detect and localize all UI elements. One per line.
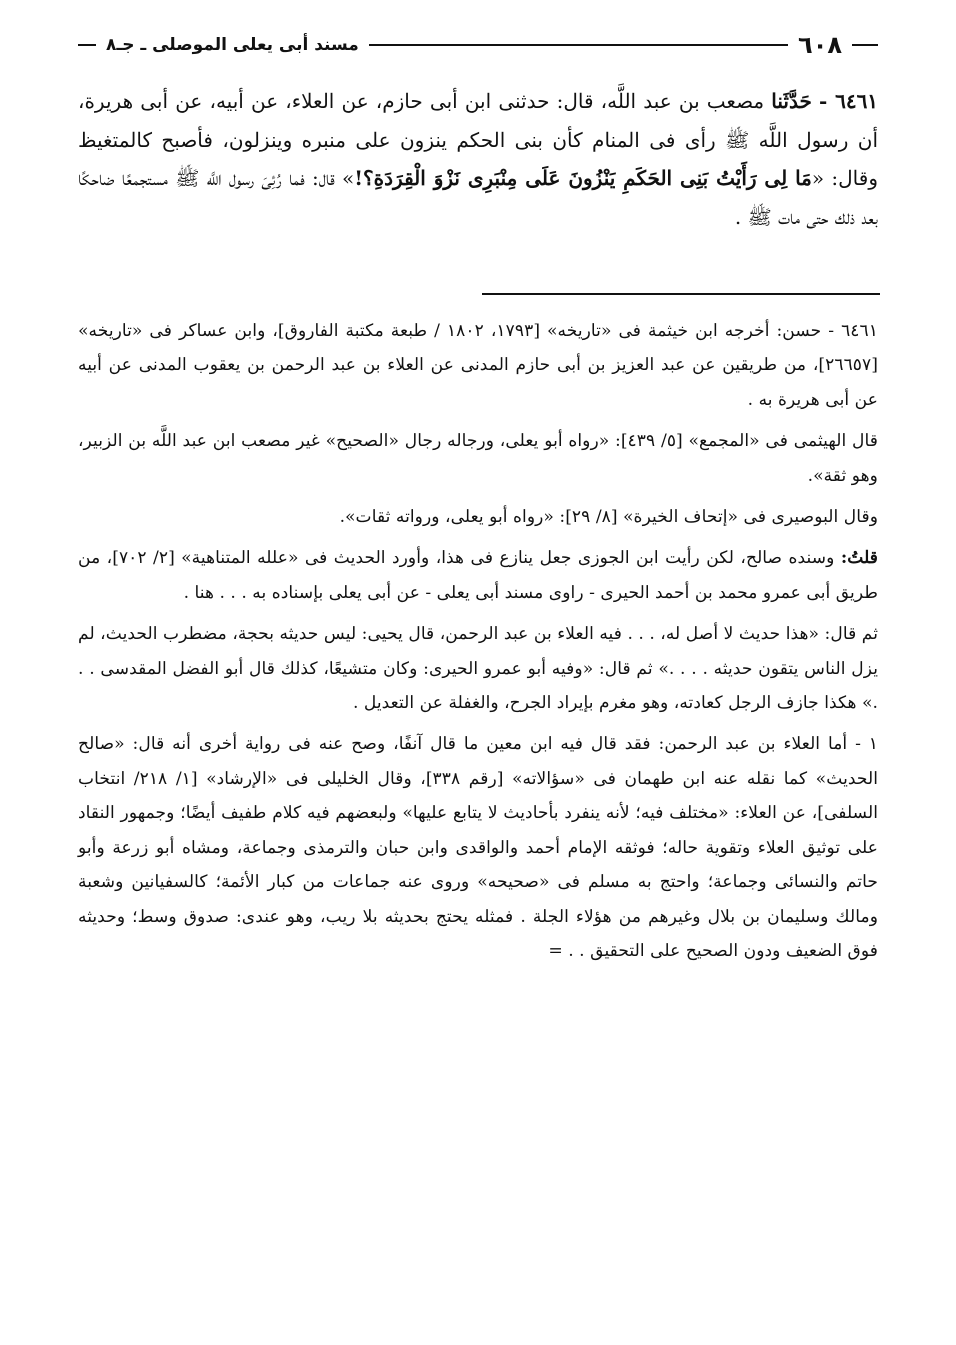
footnote-haythami: قال الهيثمى فى «المجمع» [٥/ ٤٣٩]: «رواه أبو يعلى، ورجاله رجال «الصحيح» غير مصعب ابن عبد اللَّه بن الزبير، وهو ثقة». [78,431,878,486]
opinion-text: وسنده صالح، لكن رأيت ابن الجوزى جعل ينازع فى هذا، وأورد الحديث فى «علله المتناهية» [٢/ ٧٠٢]، من طريق أبى عمرو محمد بن أحمد الحيرى - راوى مسند أبى يعلى - عن أبى يعلى بإسناده به . . . هنا . [78,548,878,603]
footnote-separator [482,293,880,295]
footnote-busiri: وقال البوصيرى فى «إتحاف الخيرة» [٨/ ٢٩]: «رواه أبو يعلى، ورواته ثقات». [339,507,878,528]
hadith-body-part1: مصعب بن عبد اللَّه، قال: حدثنى ابن أبى حازم، عن العلاء، عن أبيه، عن أبى هريرة، أن رسول اللَّه ﷺ رأى فى المنام كأن بنى الحكم ينزون على منبره وينزلون، فأصبح كالمتغيظ وقال: « [78,89,878,190]
footnote-opinion [78,541,878,610]
page-header [78,28,878,62]
hadith-number: ٦٤٦١ - [819,89,879,113]
book-title: مسند أبى يعلى الموصلى ـ جـ٨ [106,35,359,55]
footnote-takhrij: ٦٤٦١ - حسن: أخرجه ابن خيثمة فى «تاريخه» [١٧٩٣، ١٨٠٢ / طبعة مكتبة الفاروق]، وابن عساكر فى «تاريخه» [٢٦٦٥٧]، من طريقين عن عبد العزيز بن أبى حازم المدنى عن العلاء بن عبد الرحمن بن يعقوب المدنى عن أبيه عن أبى هريرة به . [78,321,879,410]
footnotes [78,314,878,975]
opinion-lead: قلتُ: [840,548,878,569]
narration-word: حَدَّثَنا [771,89,812,113]
header-rule-middle [369,44,788,46]
hadith-body-part2: » قال: فما رُئِىَ رسول اللَّه ﷺ مستجمعًا ضاحكًا بعد ذلك حتى مات ﷺ . [78,166,878,229]
footnote-ibn-jawzi: ثم قال: «هذا حديث لا أصل له، . . . فيه العلاء بن عبد الرحمن، قال يحيى: ليس حديثه بحجة، مضطرب الحديث، لم يزل الناس يتقون حديثه . . . .» ثم قال: «وفيه أبو عمرو الحيرى: وكان متشيعًا، كذلك قال أبو الفضل المقدسى . . .» هكذا جازف الرجل كعادته، وهو مغرم بإيراد الجرح، والغفلة عن التعديل . [78,624,878,714]
header-dash-right [852,44,878,46]
page-number: ٦٠٨ [798,31,842,59]
header-dash-left [78,44,96,46]
footnote-alaa: ١ - أما العلاء بن عبد الرحمن: فقد قال فيه ابن معين ما قال آنفًا، وصح عنه فى رواية أخرى أنه قال: «صالح الحديث» كما نقله عنه ابن طهمان فى «سؤالاته» [رقم ٣٣٨]، وقال الخليلى فى «الإرشاد» [١/ ٢١٨/ انتخاب السلفى]، عن العلاء: «مختلف فيه؛ لأنه ينفرد بأحاديث لا يتابع عليها» ولبعضهم فيه كلام طفيف أيضًا؛ وجمهور النقاد على توثيق العلاء وتقوية حاله؛ فوثقه الإمام أحمد والواقدى وابن حبان والترمذى وجماعة، ومشاه أبو زرعة وأبو حاتم والنسائى وجماعة؛ واحتج به مسلم فى «صحيحه» وروى عنه جماعات من كبار الأئمة؛ كالسفيانين وشعبة ومالك وسليمان بن بلال وغيرهم من هؤلاء الجلة . فمثله يحتج بحديثه بلا ريب، وهو عندى: صدوق وسط؛ وحديثه فوق الضعيف ودون الصحيح على التحقيق . . = [78,734,878,961]
prophet-quote: مَا لِى رَأَيْتُ بَنِى الحَكَمِ يَنْزُونَ عَلَى مِنْبَرِى نَزْوَ الْقِرَدَةِ؟! [354,166,812,190]
hadith-text [78,82,878,236]
